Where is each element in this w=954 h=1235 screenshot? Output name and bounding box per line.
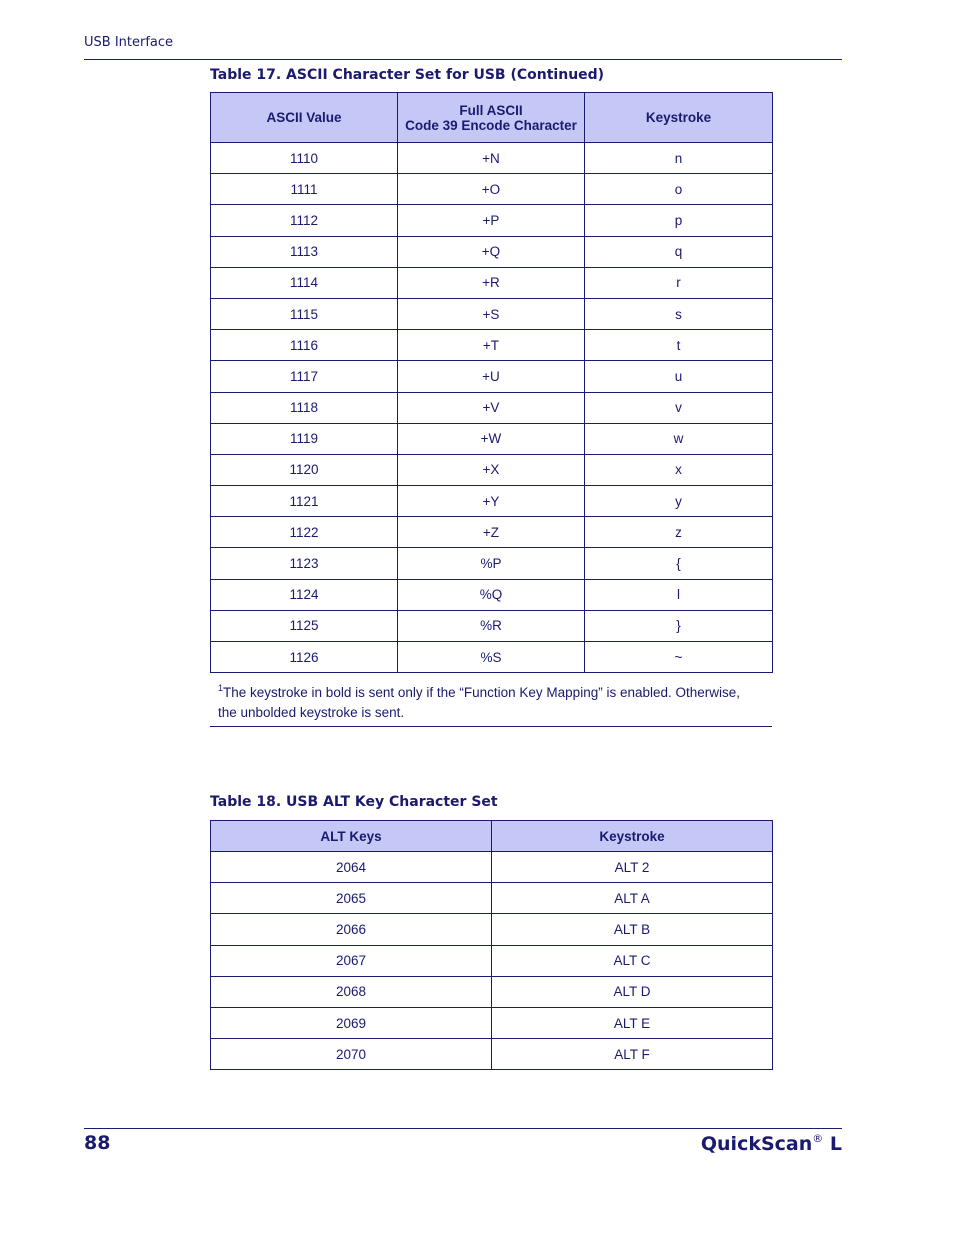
table-row: [211, 361, 773, 392]
keystroke-cell: }: [585, 610, 773, 641]
table-17-caption: Table 17. ASCII Character Set for USB (Continued): [210, 67, 605, 83]
table-row: [211, 642, 773, 673]
table-header-row: [211, 821, 773, 852]
code39-cell: %S: [398, 642, 585, 673]
ascii-value-cell: 1113: [211, 236, 398, 267]
ascii-value-cell: 1124: [211, 579, 398, 610]
code39-cell: +Y: [398, 486, 585, 517]
ascii-table-body: [211, 143, 773, 673]
alt-key-cell: 2064: [211, 852, 492, 883]
table-18-caption: Table 18. USB ALT Key Character Set: [210, 794, 498, 810]
table-row: [211, 392, 773, 423]
ascii-value-cell: 1119: [211, 423, 398, 454]
ascii-value-cell: 1120: [211, 454, 398, 485]
keystroke-cell: {: [585, 548, 773, 579]
keystroke-cell: x: [585, 454, 773, 485]
keystroke-cell: ALT 2: [492, 852, 773, 883]
table-row: [211, 548, 773, 579]
ascii-value-cell: 1121: [211, 486, 398, 517]
code39-cell: +W: [398, 423, 585, 454]
ascii-value-cell: 1114: [211, 267, 398, 298]
column-header-keystroke: Keystroke: [492, 821, 773, 852]
alt-key-cell: 2065: [211, 883, 492, 914]
page-number: 88: [84, 1132, 111, 1154]
column-header-full-ascii-line2: Code 39 Encode Character: [405, 117, 577, 133]
table-row: [211, 454, 773, 485]
ascii-value-cell: 1123: [211, 548, 398, 579]
ascii-value-cell: 1112: [211, 205, 398, 236]
ascii-value-cell: 1126: [211, 642, 398, 673]
table-row: [211, 914, 773, 945]
table-row: [211, 579, 773, 610]
keystroke-cell: q: [585, 236, 773, 267]
code39-cell: +T: [398, 330, 585, 361]
table-header-row: [211, 93, 773, 143]
code39-cell: %R: [398, 610, 585, 641]
keystroke-cell: ~: [585, 642, 773, 673]
keystroke-cell: z: [585, 517, 773, 548]
table-row: [211, 486, 773, 517]
ascii-value-cell: 1118: [211, 392, 398, 423]
alt-key-cell: 2070: [211, 1039, 492, 1070]
column-header-ascii-value: ASCII Value: [211, 93, 398, 143]
product-name-text: QuickScan: [700, 1133, 813, 1155]
product-suffix: L: [823, 1133, 842, 1155]
footnote-text: The keystroke in bold is sent only if the “Function Key Mapping” is enabled. Otherwise, the unbolded keystroke is sent.: [218, 685, 741, 720]
ascii-value-cell: 1115: [211, 298, 398, 329]
table-row: [211, 330, 773, 361]
ascii-value-cell: 1111: [211, 174, 398, 205]
alt-key-cell: 2069: [211, 1007, 492, 1038]
table-row: [211, 1039, 773, 1070]
table-row: [211, 517, 773, 548]
keystroke-cell: r: [585, 267, 773, 298]
keystroke-cell: n: [585, 143, 773, 174]
ascii-character-table: [210, 92, 773, 673]
code39-cell: %P: [398, 548, 585, 579]
keystroke-cell: ALT B: [492, 914, 773, 945]
code39-cell: +X: [398, 454, 585, 485]
footnote-divider: [210, 726, 772, 727]
keystroke-cell: ALT F: [492, 1039, 773, 1070]
code39-cell: +S: [398, 298, 585, 329]
table-row: [211, 174, 773, 205]
column-header-full-ascii-line1: Full ASCII: [459, 102, 523, 118]
alt-table-body: [211, 852, 773, 1070]
code39-cell: +Q: [398, 236, 585, 267]
keystroke-cell: p: [585, 205, 773, 236]
footer-divider: [84, 1128, 842, 1129]
table-row: [211, 852, 773, 883]
alt-key-cell: 2067: [211, 945, 492, 976]
table-row: [211, 205, 773, 236]
table-row: [211, 298, 773, 329]
code39-cell: +R: [398, 267, 585, 298]
keystroke-cell: t: [585, 330, 773, 361]
ascii-value-cell: 1116: [211, 330, 398, 361]
alt-key-cell: 2068: [211, 976, 492, 1007]
table-row: [211, 945, 773, 976]
product-name: [701, 1132, 842, 1155]
table-row: [211, 610, 773, 641]
keystroke-cell: ALT D: [492, 976, 773, 1007]
table-row: [211, 423, 773, 454]
keystroke-cell: ALT A: [492, 883, 773, 914]
ascii-value-cell: 1117: [211, 361, 398, 392]
column-header-full-ascii: [398, 93, 585, 143]
keystroke-cell: s: [585, 298, 773, 329]
alt-key-table: [210, 820, 773, 1070]
keystroke-cell: u: [585, 361, 773, 392]
ascii-value-cell: 1125: [211, 610, 398, 641]
keystroke-cell: ALT E: [492, 1007, 773, 1038]
keystroke-cell: ALT C: [492, 945, 773, 976]
keystroke-cell: w: [585, 423, 773, 454]
keystroke-cell: y: [585, 486, 773, 517]
footnote-marker: 1: [218, 683, 224, 693]
alt-key-cell: 2066: [211, 914, 492, 945]
table-row: [211, 883, 773, 914]
code39-cell: +Z: [398, 517, 585, 548]
ascii-value-cell: 1122: [211, 517, 398, 548]
code39-cell: +P: [398, 205, 585, 236]
keystroke-cell: v: [585, 392, 773, 423]
table-footnote: [218, 678, 758, 723]
registered-mark: ®: [812, 1132, 824, 1145]
column-header-alt-keys: ALT Keys: [211, 821, 492, 852]
code39-cell: +N: [398, 143, 585, 174]
table-row: [211, 267, 773, 298]
table-row: [211, 976, 773, 1007]
code39-cell: +V: [398, 392, 585, 423]
table-row: [211, 1007, 773, 1038]
keystroke-cell: o: [585, 174, 773, 205]
table-row: [211, 143, 773, 174]
code39-cell: +U: [398, 361, 585, 392]
keystroke-cell: l: [585, 579, 773, 610]
code39-cell: +O: [398, 174, 585, 205]
column-header-keystroke: Keystroke: [585, 93, 773, 143]
header-divider: [84, 59, 842, 60]
table-row: [211, 236, 773, 267]
code39-cell: %Q: [398, 579, 585, 610]
ascii-value-cell: 1110: [211, 143, 398, 174]
running-header: USB Interface: [84, 35, 174, 50]
